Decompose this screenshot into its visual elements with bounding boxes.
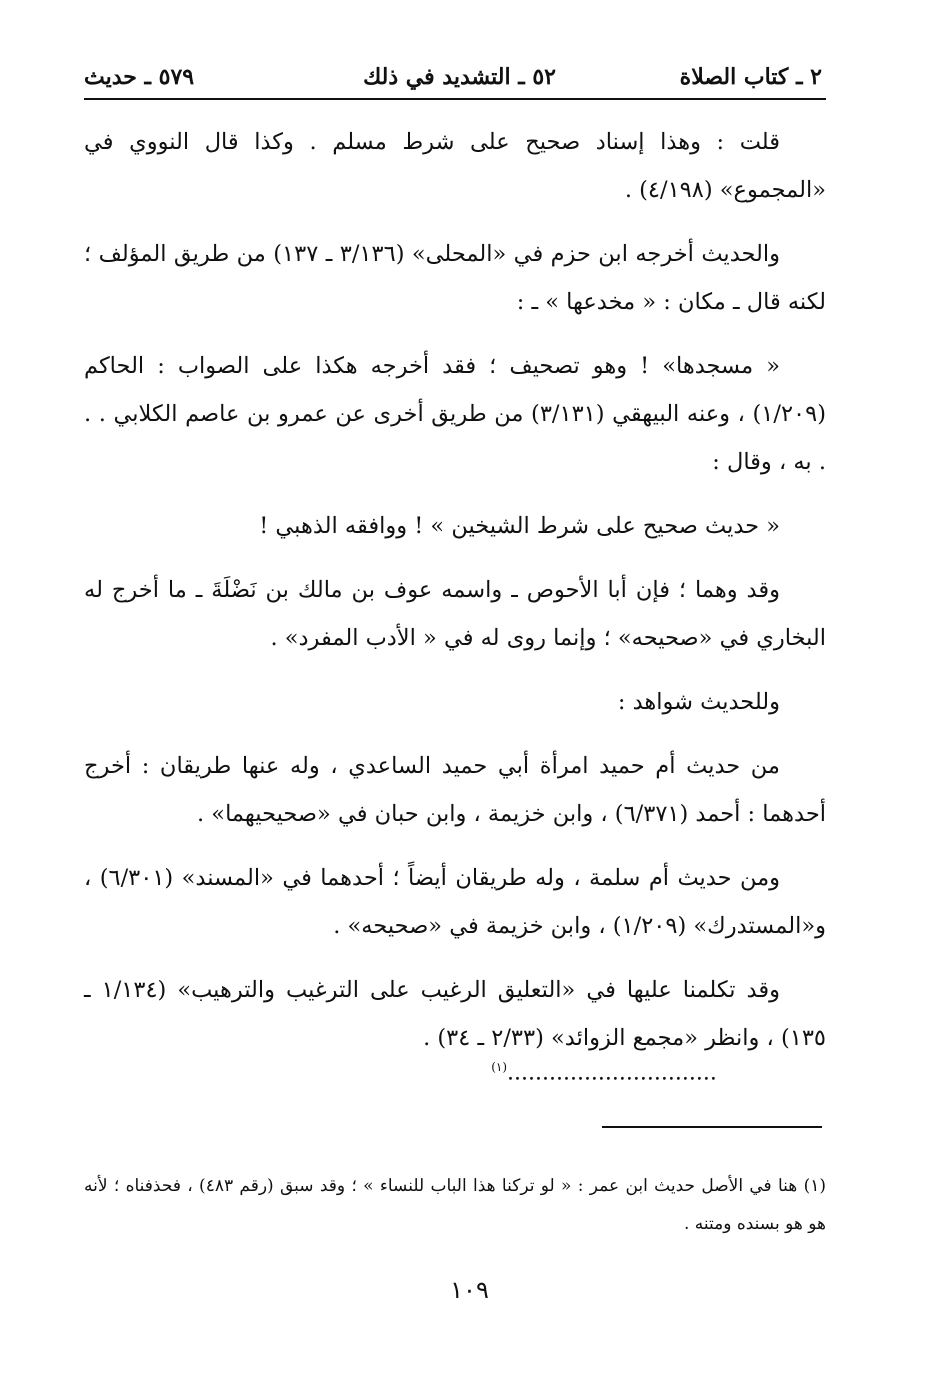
paragraph-3: « مسجدها» ! وهو تصحيف ؛ فقد أخرجه هكذا على الصواب : الحاكم (١/٢٠٩) ، وعنه البيهقي (٣/١٣١) من طريق أخرى عن عمرو بن عاصم الكلابي . . . به ، وقال : — [84, 353, 826, 475]
header-hadith-number: ٥٧٩ ـ حديث — [84, 64, 195, 90]
paragraph-7: من حديث أم حميد امرأة أبي حميد الساعدي ، وله عنها طريقان : أخرج أحدهما : أحمد (٦/٣٧١) ، وابن خزيمة ، وابن حبان في «صحيحيهما» . — [84, 753, 826, 827]
main-text — [84, 118, 826, 1078]
omission-dots — [434, 1060, 774, 1085]
page-number: ١٠٩ — [450, 1276, 489, 1304]
header-book-title: ٢ ـ كتاب الصلاة — [679, 64, 822, 90]
running-header — [84, 62, 826, 100]
footnote-separator — [602, 1126, 822, 1128]
paragraph-8: ومن حديث أم سلمة ، وله طريقان أيضاً ؛ أحدهما في «المسند» (٦/٣٠١) ، و«المستدرك» (١/٢٠٩) ، وابن خزيمة في «صحيحه» . — [84, 865, 826, 939]
footnote-marker: (١) — [491, 1060, 508, 1074]
omission-dots-line: .............................. — [507, 1060, 717, 1086]
paragraph-4-quote: « حديث صحيح على شرط الشيخين » ! ووافقه الذهبي ! — [259, 513, 780, 539]
paragraph-2: والحديث أخرجه ابن حزم في «المحلى» (٣/١٣٦ ـ ١٣٧) من طريق المؤلف ؛ لكنه قال ـ مكان : « مخدعها » ـ : — [84, 241, 826, 315]
paragraph-6: وللحديث شواهد : — [617, 689, 780, 715]
paragraph-1: قلت : وهذا إسناد صحيح على شرط مسلم . وكذا قال النووي في «المجموع» (٤/١٩٨) . — [84, 129, 826, 203]
header-chapter-title: ٥٢ ـ التشديد في ذلك — [363, 64, 556, 90]
paragraph-5: وقد وهما ؛ فإن أبا الأحوص ـ واسمه عوف بن مالك بن نَضْلَةَ ـ ما أخرج له البخاري في «صحيحه» ؛ وإنما روى له في « الأدب المفرد» . — [84, 577, 826, 651]
paragraph-9: وقد تكلمنا عليها في «التعليق الرغيب على الترغيب والترهيب» (١/١٣٤ ـ ١٣٥) ، وانظر «مجمع الزوائد» (٢/٣٣ ـ ٣٤) . — [84, 977, 826, 1051]
footnote: (١) هنا في الأصل حديث ابن عمر : « لو تركنا هذا الباب للنساء » ؛ وقد سبق (رقم ٤٨٣) ، فحذفناه ؛ لأنه هو هو بسنده ومتنه . — [84, 1176, 826, 1234]
